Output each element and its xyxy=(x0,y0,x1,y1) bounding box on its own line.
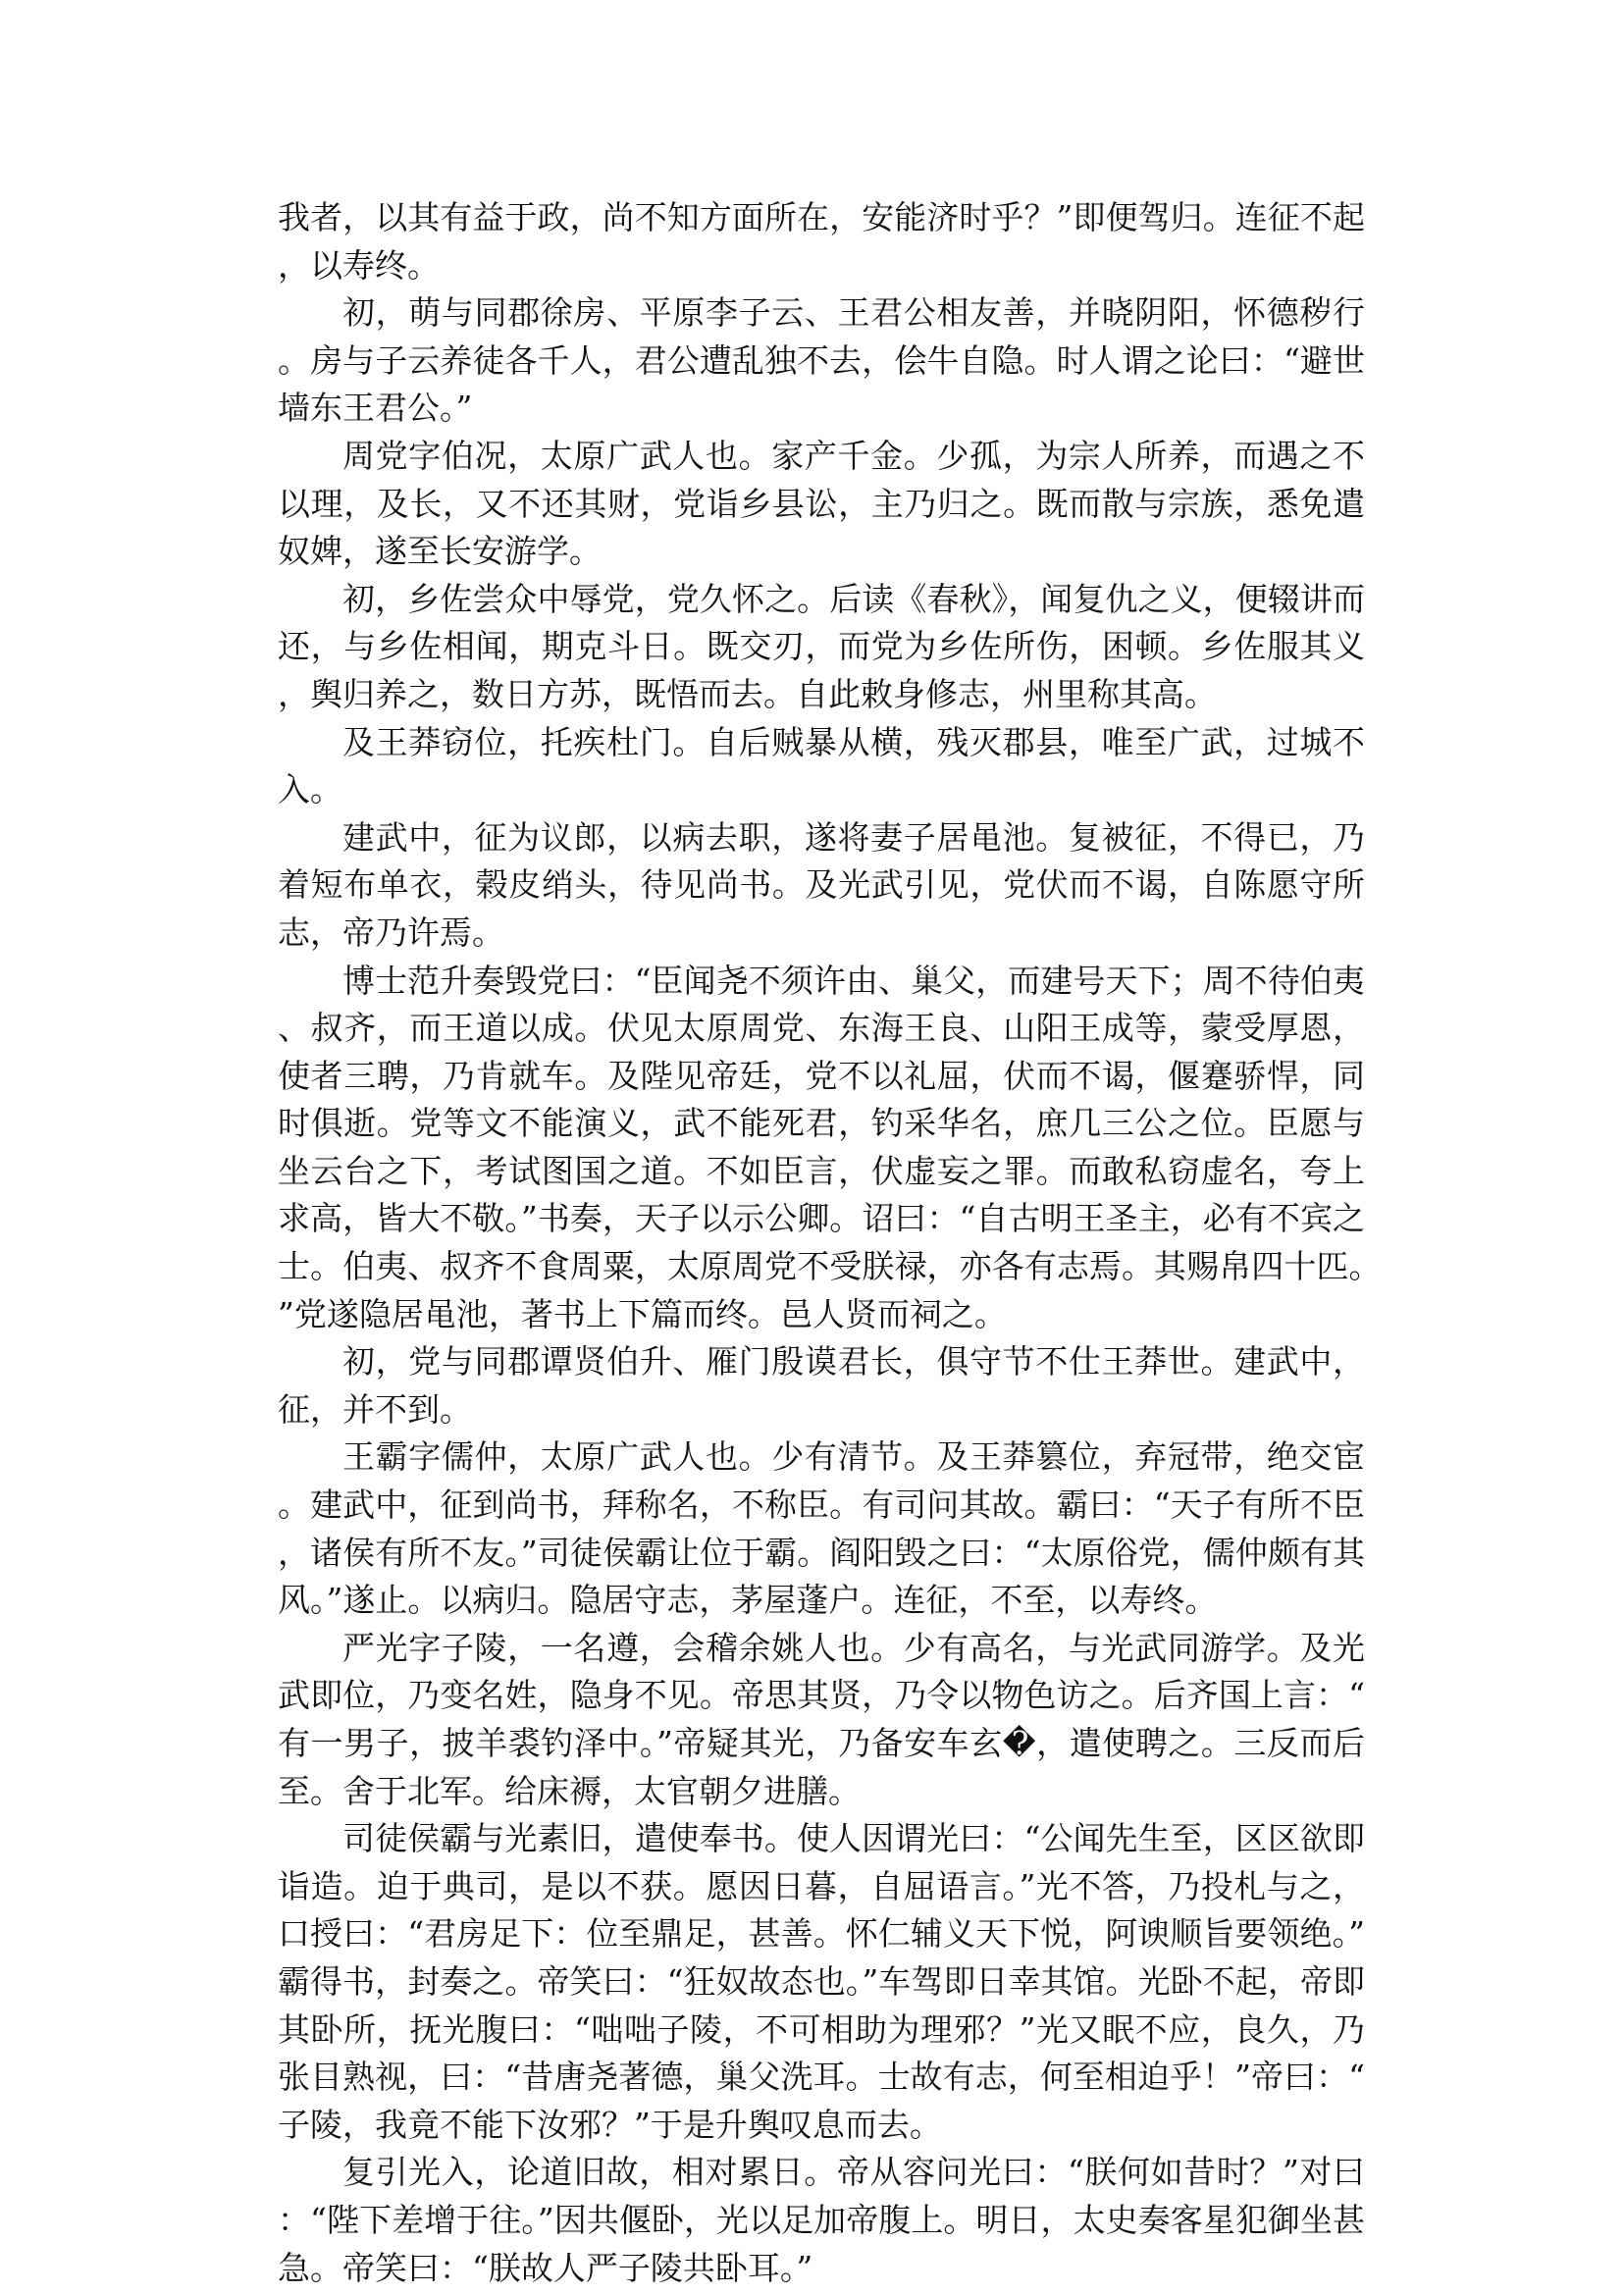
paragraph: 复引光入，论道旧故，相对累日。帝从容问光曰：“朕何如昔时？”对曰：“陛下差增于往。”因共偃卧，光以足加帝腹上。明日，太史奏客星犯御坐甚急。帝笑曰：“朕故人严子陵共卧耳。” xyxy=(278,2153,1365,2287)
paragraph: 博士范升奏毁党曰：“臣闻尧不须许由、巢父，而建号天下；周不待伯夷、叔齐，而王道以成。伏见太原周党、东海王良、山阳王成等，蒙受厚恩，使者三聘，乃肯就车。及陛见帝廷，党不以礼屈，伏而不谒，偃蹇骄悍，同时俱逝。党等文不能演义，武不能死君，钓采华名，庶几三公之位。臣愿与坐云台之下，考试图国之道。不如臣言，伏虚妄之罪。而敢私窃虚名，夸上求高，皆大不敬。”书奏，天子以示公卿。诏曰：“自古明王圣主，必有不宾之士。伯夷、叔齐不食周粟，太原周党不受朕禄，亦各有志焉。其赐帛四十匹。”党遂隐居黾池，著书上下篇而终。邑人贤而祠之。 xyxy=(278,961,1365,1333)
paragraph: 司徒侯霸与光素旧，遣使奉书。使人因谓光曰：“公闻先生至，区区欲即诣造。迫于典司，是以不获。愿因日暮，自屈语言。”光不答，乃投札与之，口授曰：“君房足下：位至鼎足，甚善。怀仁辅义天下悦，阿谀顺旨要领绝。”霸得书，封奏之。帝笑曰：“狂奴故态也。”车驾即日幸其馆。光卧不起，帝即其卧所，抚光腹曰：“咄咄子陵，不可相助为理邪？”光又眠不应，良久，乃张目熟视，曰：“昔唐尧著德，巢父洗耳。士故有志，何至相迫乎！”帝曰：“子陵，我竟不能下汝邪？”于是升舆叹息而去。 xyxy=(278,1819,1365,2144)
paragraph: 初，萌与同郡徐房、平原李子云、王君公相友善，并晓阴阳，怀德秽行。房与子云养徒各千人，君公遭乱独不去，侩牛自隐。时人谓之论曰：“避世墙东王君公。” xyxy=(278,293,1365,428)
paragraph: 及王莽窃位，托疾杜门。自后贼暴从横，残灭郡县，唯至广武，过城不入。 xyxy=(278,722,1365,809)
paragraph: 周党字伯况，太原广武人也。家产千金。少孤，为宗人所养，而遇之不以理，及长，又不还其财，党诣乡县讼，主乃归之。既而散与宗族，悉免遣奴婢，遂至长安游学。 xyxy=(278,436,1365,571)
paragraph: 初，乡佐尝众中辱党，党久怀之。后读《春秋》，闻复仇之义，便辍讲而还，与乡佐相闻，期克斗日。既交刃，而党为乡佐所伤，困顿。乡佐服其义，舆归养之，数日方苏，既悟而去。自此敕身修志，州里称其高。 xyxy=(278,579,1365,713)
paragraph: 建武中，征为议郎，以病去职，遂将妻子居黾池。复被征，不得已，乃着短布单衣，榖皮绡头，待见尚书。及光武引见，党伏而不谒，自陈愿守所志，帝乃许焉。 xyxy=(278,817,1365,952)
paragraph: 王霸字儒仲，太原广武人也。少有清节。及王莽篡位，弃冠带，绝交宦。建武中，征到尚书，拜称名，不称臣。有司问其故。霸曰：“天子有所不臣，诸侯有所不友。”司徒侯霸让位于霸。阎阳毁之曰：“太原俗党，儒仲颇有其风。”遂止。以病归。隐居守志，茅屋蓬户。连征，不至，以寿终。 xyxy=(278,1437,1365,1620)
paragraph: 严光字子陵，一名遵，会稽余姚人也。少有高名，与光武同游学。及光武即位，乃变名姓，隐身不见。帝思其贤，乃令以物色访之。后齐国上言：“有一男子，披羊裘钓泽中。”帝疑其光，乃备安车玄�，遣使聘之。三反而后至。舍于北军。给床褥，太官朝夕进膳。 xyxy=(278,1628,1365,1810)
document-body xyxy=(278,194,1365,2292)
paragraph: 我者，以其有益于政，尚不知方面所在，安能济时乎？”即便驾归。连征不起，以寿终。 xyxy=(278,198,1365,285)
paragraph: 初，党与同郡谭贤伯升、雁门殷谟君长，俱守节不仕王莽世。建武中，征，并不到。 xyxy=(278,1342,1365,1429)
